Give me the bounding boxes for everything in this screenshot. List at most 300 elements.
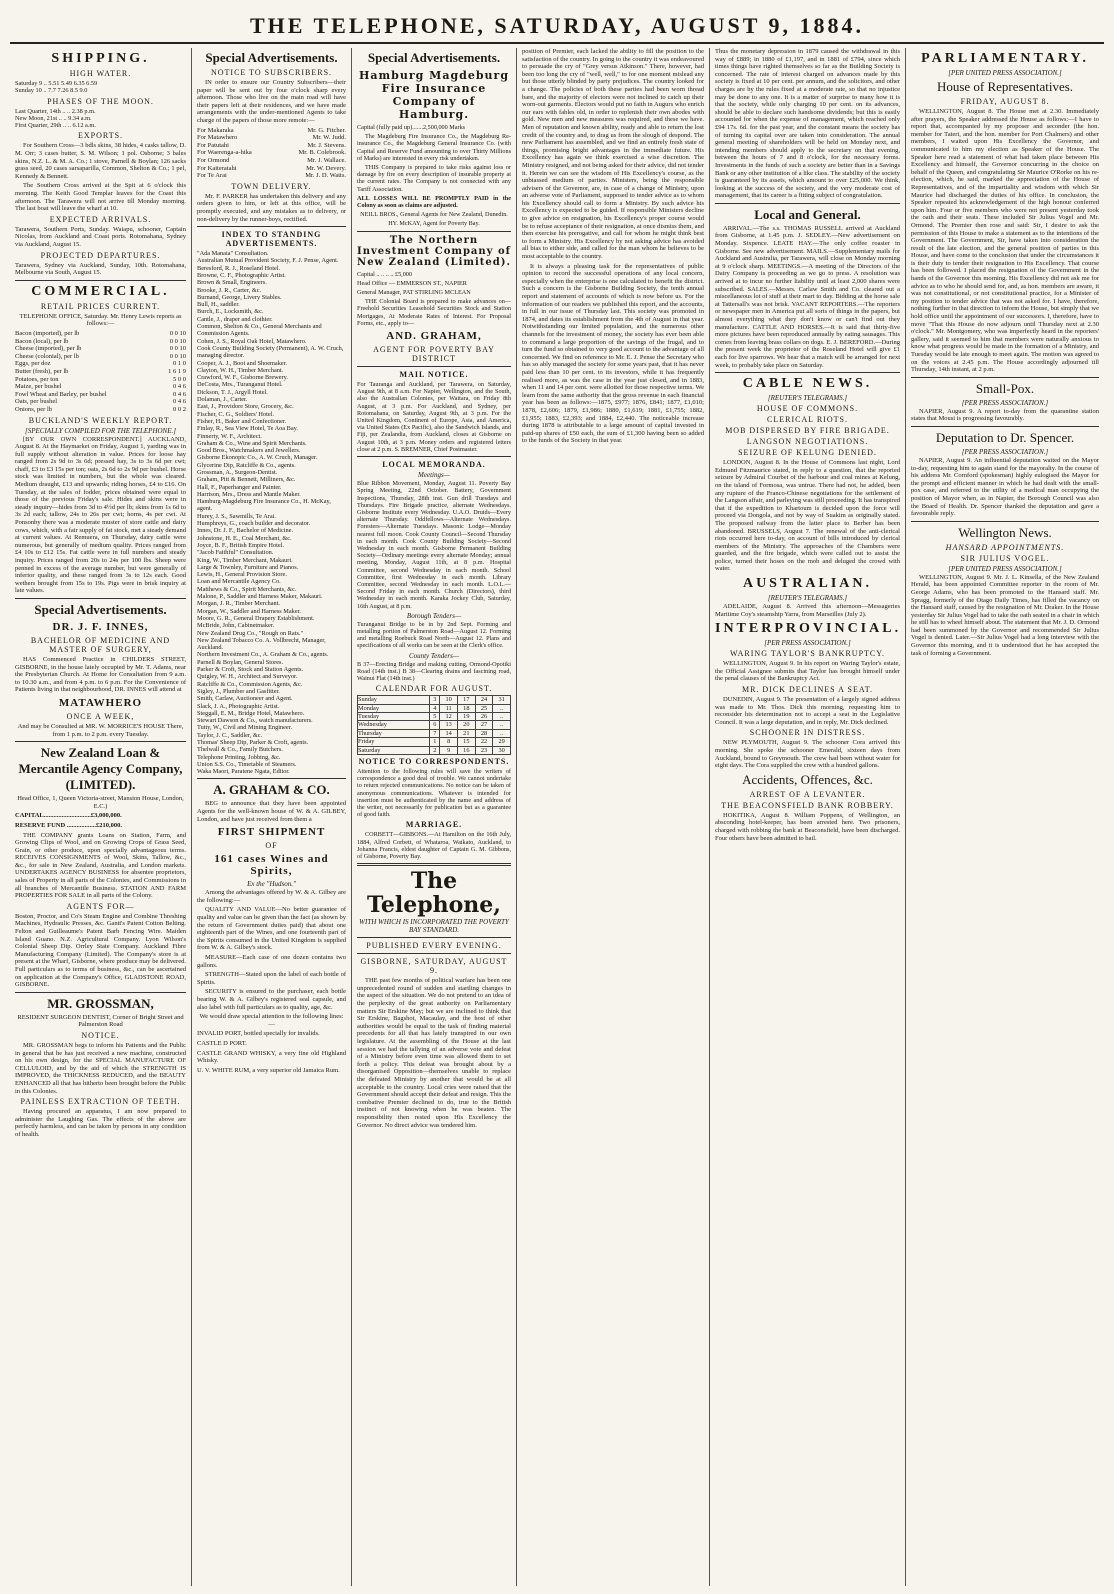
phase-row: Last Quarter, 14th .. .. 2.38 p.m.: [15, 107, 96, 115]
calendar-cell: 4: [430, 704, 440, 712]
hamburg-title: Hamburg Magdeburg Fire Insurance Company of Hamburg.: [358, 69, 510, 121]
country-agents-list: [197, 127, 346, 180]
index-item: Quigley, W. H., Architect and Surveyor.: [197, 673, 298, 681]
calendar-cell: 25: [475, 704, 493, 712]
agent-place: For Ormond: [197, 156, 230, 164]
vogel-label: SIR JULIUS VOGEL.: [960, 553, 1050, 563]
calendar-cell: ..: [493, 721, 511, 729]
index-item: Sigley, J., Plumber and Gasfitter.: [197, 687, 280, 695]
calendar-row: [358, 721, 511, 729]
index-item: Hurey, J. S., Sawmills, Te Arai.: [197, 512, 276, 520]
index-item: Hamburg-Magdeburg Fire Insurance Co., H. McKay, agent.: [197, 498, 331, 513]
index-item: Thomas' Sheep Dip, Parker & Croft, agents.: [197, 738, 309, 746]
deputation-heading: Deputation to Dr. Spencer.: [935, 429, 1075, 445]
projected-heading: PROJECTED DEPARTURES.: [40, 250, 161, 260]
calendar-cell: 7: [430, 729, 440, 737]
building-society-article: It is always a pleasing task for the representatives of public opinion to record the successful operations of any local concern, especially when the enterprise is one calculated to benefit the district. Such a concern is the Gisborne Building Society, the tenth annual report and statement of accounts of which is now before us. For the information of our readers we published this report, and the accounts, in full in our issue of Thursday last. This society was promoted in 1874, and dates its establishment from the 4th of August in that year. Notwithstanding our limited population, and the numerous other channels for the investment of money, the society has ever been able to command a large proportion of the savings of the frugal, and to turn the fund so obtained to very good account to the advantage of all concerned. We find on reference to Mr. E. J. Pense the Secretary who has so ably managed the society for some years past, that it has never paid less than 10 per cent. to its investors, while it has frequently realised more, as was the case in the year just closed, and in 1883, when 11 and 14 per cent. were allotted for those respective terms. We learn from the same authority that the gross revenue in each financial year has been as follows:—1875, £977; 1876, £841; 1877, £1,010; 1878, £2,606; 1879, £1,986; 1880, £1,619; 1881, £1,755; 1882, £1,955; 1883, £2,393; and 1884, £2,440. The noticeable increase during 1878 is attributable to a large amount of capital invested in paid-up shares of £50 each, the sum of £1,300 having been so added to the funds of the Society in that year.: [522, 262, 704, 445]
calendar-row: [358, 738, 511, 746]
agent-place: For Te Arai: [197, 172, 227, 180]
calendar-cell: 15: [458, 738, 476, 746]
local-memoranda-heading: LOCAL MEMORANDA.: [382, 460, 486, 470]
price-item: Maize, per bushel: [15, 383, 62, 391]
weekly-text: [BY OUR OWN CORRESPONDENT.] AUCKLAND, August 8. At the Haymarket on Friday, August 1, yarding was in full supply without alteration in value. Prices for loose hay ranged from 2s 9d to 3s 6d; pressed hay, 3s to 3s 6d per cwt; chaff, £3 to £3 15s per ton; oats, 2s 6d to 2s 9d per bushel. Horse stock was limited in numbers, but the whole was cleared. Medium draught, £13 and upwards; riding horses, £4 to £16. On Tuesday, at the sales of fodder, prices obtained were equal to those of the previous Friday's sale. Hides and skins were in steady inquiry—hides from 3d to 4½d per lb; skins from 1s 6d to 3s 2d each; tallow, 24s to 26s per cwt; horns, 4s per cwt. At Ponsonby there was a moderate muster of store cattle and dairy cows, which, with a fair supply of fat stock, met a steady demand at current values. At Remuera, on Thursday, dairy cattle were numerous, but generally of medium quality. Prices ranged from £4 10s to £12 15s. Fat cattle were in full numbers and steady inquiry. Prices ranged from 20s to 24s per 100 lbs. Sheep were penned in excess of the average number, but were generally of inferior quality, and these ranged from 3s to 12s each. Good wethers brought from 15s to 19s. Pigs were in brisk inquiry at late values.: [15, 435, 186, 595]
index-item: King, W., Timber Merchant, Makauri.: [197, 556, 293, 564]
index-item: Cohen, J. S., Royal Oak Hotel, Matawhero.: [197, 337, 307, 345]
index-item: Gisborne Ekonopic Co., A. W. Cruch, Manager.: [197, 454, 318, 462]
calendar-cell: Tuesday: [358, 712, 430, 720]
index-item: Thelwall & Co., Family Butchers.: [197, 746, 283, 754]
index-item: Morgan, W., Saddler and Harness Maker.: [197, 607, 301, 615]
index-item: Matthews & Co., Spirit Merchants, &c.: [197, 585, 297, 593]
index-item: New Zealand Drug Co., "Rough on Rats.": [197, 629, 304, 637]
building-society-continued: Thus the monetary depression in 1879 caused the withdrawal in this way of £889; in 1880 of £1,197, and in 1881 of £794, since which times things have righted themselves so far as the Building Society is concerned. The rate of interest charged on advances made by this society is fixed at 10 per cent. per annum, and the solicitors, and other charges are by the rules fixed at a moderate rate, so that no injustice may be done to any one. It is a matter of surprise to many how it is that the society, while only charging 10 per cent. on its advances, should be able to declare such handsome dividends; but this is easily accounted for when the expense of management, which reached only £94 17s. 6d. for the past year, and the constant means the society has of turning its capital over are taken into consideration. The annual general meeting of shareholders will be held on Monday next, and intending members should apply to the secretary on that evening, between the hours of 7 and 8 o'clock, for the necessary forms. Investments in the funds of such a society are better than in a Savings Bank or any other institution of a like class. The stability of the society is guaranteed by its assets, which amount to over £25,000. We think, looking at the success of the society, and the very moderate cost of management, that its career is a fitting subject of congratulation.: [715, 48, 900, 200]
once-week: ONCE A WEEK,: [66, 711, 135, 721]
line-item: CASTLE GRAND WHISKY, a very fine old Highland Whisky.: [197, 1049, 346, 1065]
weekly-heading: BUCKLAND'S WEEKLY REPORT.: [28, 415, 173, 425]
mckay-text: HY. McKAY, Agent for Poverty Bay.: [388, 220, 480, 228]
line-item: CASTLE D PORT.: [197, 1039, 247, 1047]
australian-heading: AUSTRALIAN.: [742, 576, 873, 592]
price-value: 0 0 10: [169, 345, 186, 353]
index-item: Steggall, E. M., Bridge Hotel, Matawhero.: [197, 709, 305, 717]
mob-label: MOB DISPERSED BY FIRE BRIGADE.: [725, 426, 890, 436]
calendar-cell: Sunday: [358, 696, 430, 704]
exports-text: For Southern Cross—3 bdls skins, 38 hides, 4 casks tallow, D. M. Orr; 3 cases butter, S. M. Wilson; 1 pol. Osborne; 3 bales skins, N.Z. L. & M. A. Co.; 1 stove, Parnell & Boylan; 126 sacks grass seed, 20 cases sarsaparilla, Common, Shelton & Co.; 1 pel, Kennedy & Bennett.: [15, 142, 186, 180]
index-item: Waka Maori, Paratene Ngata, Editor.: [197, 768, 290, 776]
index-item: Ratcliffe & Co., Commission Agents, &c.: [197, 680, 303, 688]
editorial-text: THE past few months of political warfare has been one unprecedented round of sudden and startling changes in the aspect of the situation. We do not pretend to an idea of the perplexity of the great authority on Parliamentary matters Sir Erskine May; but we are inclined to think that Sir Erskine, Bagshot, Macaulay, and the host of other authorities would be equal to the task of finding material precedents for all that has lately transpired in our own legislature. At the assembling of the House at the last session we had the tallying of an adverse vote and defeat of a Ministry before even time was allowed them to set forth a policy. This defeat was brought about by a disorganised Opposition—themselves unable to replace the defeated Ministry by another that would be at all acceptable to the country. Local cries were raised that the Government should accept their defeat and resign. This the combative Premier declined to do, true to the British instinct of not knowing when he was beaten. The responsibility then rested upon His Excellency the Governor. No direct advice was tendered him.: [357, 977, 511, 1129]
index-item: Dolaman, J., Carter.: [197, 396, 248, 404]
borough-label: Borough Tenders—: [406, 611, 462, 620]
section-title-commercial: COMMERCIAL.: [31, 283, 170, 299]
northern-office: Head Office — EMMERSON ST., NAPIER: [357, 279, 467, 287]
strength-text: STRENGTH—Stated upon the label of each bottle of Spirits.: [197, 971, 346, 986]
agent-name: Mr. G. Fitcher.: [307, 126, 346, 134]
masthead: THE TELEPHONE, SATURDAY, AUGUST 9, 1884.: [10, 14, 1104, 44]
of-label: OF: [265, 841, 278, 851]
correspondents-heading: NOTICE TO CORRESPONDENTS.: [358, 757, 510, 767]
dateline: GISBORNE, SATURDAY, AUGUST 9.: [360, 957, 508, 976]
index-item: Dickson, T. J., Argyll Hotel.: [197, 388, 268, 396]
calendar-cell: Thursday: [358, 729, 430, 737]
price-row: [15, 376, 186, 384]
tide-row: Saturday 9 .. 5.51 5.49 6.35 6.59: [15, 80, 98, 87]
index-item: Finnerty, W. F., Architect.: [197, 432, 262, 440]
index-list: [197, 250, 346, 775]
calendar-cell: 3: [430, 696, 440, 704]
index-item: Common, Shelton & Co., General Merchants and Commission Agents.: [197, 323, 322, 338]
agent-row: [197, 172, 346, 180]
index-item: Loan and Mercantile Agency Co.: [197, 578, 281, 586]
index-item: Humphreys, G., coach builder and decorator.: [197, 520, 311, 528]
price-row: [15, 360, 186, 368]
agents-heading: AGENTS FOR—: [66, 901, 135, 911]
calendar-cell: 27: [475, 721, 493, 729]
agent-row: [197, 134, 346, 142]
special-ads-title: Special Advertisements.: [34, 601, 167, 617]
waring-text: WELLINGTON, August 9. In his report on Waring Taylor's estate, the Official Assignee submits that Taylor has brought himself under the penal clauses of the Bankruptcy Act.: [715, 660, 900, 683]
innes-text: HAS Commenced Practice in CHILDERS STREET, GISBORNE, in the house lately occupied by Mr. T. Adams, near the Presbyterian Church. At Home for Consultation from 9 a.m. to 10.30 a.m., and from 4 p.m. to 6 p.m. For the Convenience of Patients living in that neighbourhood, DR. INNES will attend at: [15, 655, 186, 694]
phases-heading: PHASES OF THE MOON.: [47, 96, 154, 106]
town-delivery-text: Mr. F. PARKER has undertaken this delivery and any orders given to him, or left at this office, will be promptly executed, and any mistakes as to delivery, or non-delivery by the runner-boys, rectified.: [197, 192, 346, 223]
levanter-label: ARREST OF A LEVANTER.: [749, 789, 866, 799]
expected-text: Tarawera, Southern Ports, Sunday. Waiapu, schooner, Captain Nicolas, from Auckland and Coast ports. Rotomahana, Sydney via Auckland, August 15.: [15, 225, 186, 249]
smallpox-text: NAPIER, August 9. A report to-day from the quarantine station states that Mousi is progressing favourably.: [911, 407, 1099, 423]
index-item: Northern Investment Co., A. Graham & Co., agents.: [197, 651, 329, 659]
index-item: Stewart Dawson & Co., watch manufacturers.: [197, 717, 313, 725]
index-item: Malone, P., Saddler and Harness Maker, Makauri.: [197, 593, 323, 601]
advantages-intro: Among the advantages offered by W. & A. Gilbey are the following:—: [197, 889, 346, 904]
index-item: Innes, Dr. J. F., Bachelor of Medicine.: [197, 527, 294, 535]
dick-text: DUNEDIN, August 9. The presentation of a largely signed address was made to Mr. Thos. Dick this morning, requesting him to reconsider his determination not to accept a seat in the Legislative Council. It was a large deputation, and in reply, Mr. Dick declined.: [715, 696, 900, 726]
price-value: 0 0 2: [173, 405, 186, 413]
price-row: [15, 368, 186, 376]
calendar-table: [357, 695, 511, 755]
expected-heading: EXPECTED ARRIVALS.: [49, 214, 152, 224]
phase-row: First Quarter, 29th .. .. 6.12 a.m.: [15, 122, 96, 130]
smallpox-heading: Small-Pox.: [975, 380, 1035, 396]
price-row: [15, 345, 186, 353]
special-ads-title-2: Special Advertisements.: [205, 50, 338, 65]
price-item: Butter (fresh), per lb: [15, 367, 69, 375]
prices-list: [15, 330, 186, 414]
calendar-cell: ..: [493, 704, 511, 712]
index-item: Clayton, W. H., Timber Merchant.: [197, 366, 284, 374]
index-item: Moore, G. R., General Drapery Establishment.: [197, 614, 315, 622]
price-item: Cheese (colonial), per lb: [15, 352, 79, 360]
kelung-label: SEIZURE OF KELUNG DENIED.: [738, 448, 877, 458]
agent-row: [197, 142, 346, 150]
calendar-cell: 26: [475, 712, 493, 720]
price-item: Bacon (local), per lb: [15, 337, 69, 345]
price-row: [15, 383, 186, 391]
calendar-row: [358, 712, 511, 720]
calendar-cell: 16: [458, 746, 476, 754]
calendar-cell: 2: [430, 746, 440, 754]
calendar-cell: 1: [430, 738, 440, 746]
northern-manager: General Manager, PAT STIRLING MCLEAN: [357, 289, 471, 297]
mail-notice-heading: MAIL NOTICE.: [399, 370, 469, 380]
index-item: Cooper, A. J., Boot and Shoemaker.: [197, 359, 287, 367]
grossman-name: MR. GROSSMAN,: [47, 995, 154, 1011]
index-item: Harrison, Mrs., Dress and Mantle Maker.: [197, 490, 301, 498]
hamburg-text2: THIS Company is prepared to take risks against loss or damage by fire on every description of insurable property at the current rates. The Company is not connected with any Tariff Association.: [357, 164, 511, 193]
index-item: Glycerine Dip, Ratcliffe & Co., agents.: [197, 461, 296, 469]
price-row: [15, 330, 186, 338]
meetings-label: Meetings—: [418, 471, 450, 480]
calendar-cell: ..: [493, 712, 511, 720]
column-3: [352, 48, 517, 1586]
local-general-heading: Local and General.: [754, 206, 861, 222]
southern-cross-text: The Southern Cross arrived at the Spit at 6 o'clock this morning. The Keith Good Templar leaves for the Coast this afternoon. The Tarawera will not arrive till Monday morning. The last boat will leave the wharf at 10.: [15, 182, 186, 213]
australian-text: ADELAIDE, August 8. Arrived this afternoon—Messageries Maritime Coy's steamship Yarra, from Marseilles (July 2).: [715, 603, 900, 618]
friday-label: FRIDAY, AUGUST 8.: [960, 97, 1050, 106]
tide-table: [15, 80, 186, 95]
telephone-title: The Telephone,: [367, 868, 501, 919]
local-general-text: ARRIVAL.—The s.s. THOMAS RUSSELL arrived at Auckland from Gisborne, at 1.45 p.m. J. SEDLEY.—New advertisement on Monday. Sixpence. LEATE HAY.—The only coffee roaster in Gisborne. See new advertisement. MAILS.—Supplementary mails for Auckland and Australia, per Tarawera, will close on Monday morning at 9 o'clock sharp. MEETINGS.—A meeting of the Directors of the Dairy Company is proceeding as we go to press. A resolution was arrived at to incur no further liability until at least 2,000 shares were subscribed. SALES.—Messrs. Carlaw Smith and Co. cleared out a miscellaneous lot of stuff at their mart to day. Bidding at the horse sale at Tattersall's was not brisk. VACANT REPORTERS.—The reporters or newspaper men in America put all sorts of things in the papers, but almost everything what they don't know or can't find out they manufacture. CATTLE AND HORSES.—It is said that thirty-five more pictures have been reproduced annually by eating sausages. This comes from leaving brass collars on dogs. E. J. BEREFORD.—During the present week the proprietor of the Roseland Hotel will give £1 each for live sparrows. We hear that a match will be arranged for next week, to probably take place on Saturday.: [715, 224, 900, 369]
price-value: 0 0 10: [169, 337, 186, 345]
smallpox-sub: [PER PRESS ASSOCIATION.]: [961, 398, 1049, 407]
index-item: Smith, Carlaw, Auctioneer and Agent.: [197, 695, 293, 703]
hamburg-text: The Magdeburg Fire Insurance Co., the Magdeburg Re-insurance Co., the Magdeburg General Insurance Co. (with Capital and Reserve Fund amounting to over Thirty Millions of Marks) are interested in every risk undertaken.: [357, 133, 511, 162]
agent-name: Mr. J. Stevens.: [307, 141, 346, 149]
agent-place: For Patutahi: [197, 141, 229, 149]
price-value: 1 6 1 9: [168, 367, 186, 375]
agent-name: Mr. W. Devery.: [306, 164, 346, 172]
price-item: Fowl Wheat and Barley, per bushel: [15, 390, 107, 398]
published-label: PUBLISHED EVERY EVENING.: [366, 941, 502, 951]
agent-place: For Matawhero: [197, 134, 238, 142]
price-value: 0 4 6: [173, 383, 186, 391]
schooner-label: SCHOONER IN DISTRESS.: [749, 728, 866, 738]
index-item: Fischer, C. G., Soldiers' Hotel.: [197, 410, 274, 418]
index-item: Union S.S. Co., Timetable of Steamers.: [197, 760, 297, 768]
price-item: Potatoes, per ton: [15, 375, 59, 383]
schooner-text: NEW PLYMOUTH, August 9. The schooner Cora arrived this morning. She spoke the schooner Emerald, sixteen days from Auckland, bound to Greymouth. The crew had been without water for eight days. The Cora supplied the crew with a hundred gallons.: [715, 739, 900, 770]
price-value: 0 0 10: [169, 352, 186, 360]
agent-name: Mr. J. Wallace.: [307, 156, 346, 164]
price-value: 0 4 6: [173, 398, 186, 406]
dick-label: MR. DICK DECLINES A SEAT.: [741, 685, 874, 695]
house-commons-label: HOUSE OF COMMONS.: [756, 404, 859, 414]
agent-place: For Kaiteratahi: [197, 164, 237, 172]
calendar-cell: 22: [475, 738, 493, 746]
calendar-cell: 20: [458, 721, 476, 729]
price-item: Eggs, per doz: [15, 360, 51, 368]
australian-sub: [REUTER'S TELEGRAMS.]: [767, 594, 848, 603]
attention-text: We would draw special attention to the following lines:—: [199, 1013, 344, 1028]
index-item: "Jacob Faithful" Consultation.: [197, 549, 274, 557]
section-title-shipping: SHIPPING.: [51, 51, 150, 66]
innes-name: DR. J. F. INNES,: [52, 620, 149, 633]
local-memoranda-text: Blue Ribbon Movement, Monday, August 11. Poverty Bay Spring Meeting, 22nd October. Battery, Government Inspections, Thursday, 28th inst. Gun drill Tuesdays and Thursdays. Fire Brigade practice, alternate Wednesdays. Gisborne Institute every Wednesday. U.A.O. Druids—Every alternate Thursday. Oddfellows—Alternate Wednesdays. Foresters—Alternate Tuesdays. Masonic Lodge—Monday nearest full moon. Cook County Council—Second Thursday in each month. Cook County Building Society—Second Wednesday in each month. Gisborne Permanent Building Society—Ordinary meetings every alternate Monday; annual meeting, Monday, August 11th, at 8 p.m. Hospital Committee, second Wednesday in each month. School Committee, first Wednesday in each month. Library Committee, second Wednesday in each month. L.O.L.—Second Friday in each month. Church (Directors), third Wednesday in each month. Karaka Jockey Club, Saturday, 16th August, at 8 p.m.: [357, 480, 511, 610]
column-4: [517, 48, 710, 1586]
calendar-cell: 5: [430, 712, 440, 720]
price-row: [15, 398, 186, 406]
calendar-cell: Saturday: [358, 746, 430, 754]
price-value: 0 1 0: [173, 360, 186, 368]
calendar-cell: 11: [440, 704, 458, 712]
capital: CAPITAL.............................£3,000,000.: [15, 812, 122, 820]
calendar-cell: 21: [458, 729, 476, 737]
price-item: Bacon (imported), per lb: [15, 329, 80, 337]
northern-title: The Northern Investment Company of New Zealand (Limited).: [357, 234, 511, 268]
index-item: Australian Mutual Provident Society, F. J. Pense, Agent.: [197, 257, 339, 265]
agent-name: Mr. B. Colebrook.: [298, 149, 346, 157]
grossman-sub: RESIDENT SURGEON DENTIST, Corner of Bright Street and Palmerston Road: [17, 1013, 184, 1029]
calendar-cell: Monday: [358, 704, 430, 712]
index-item: East, J., Providore Store, Grocery, &c.: [197, 403, 294, 411]
house-reps-heading: House of Representatives.: [936, 79, 1074, 94]
index-heading: INDEX TO STANDING ADVERTISEMENTS.: [221, 230, 322, 249]
index-item: Joyce, B. F., British Empire Hotel.: [197, 541, 284, 549]
index-item: Brown & Small, Engineers.: [197, 279, 267, 287]
nzloan-office: Head Office, 1, Queen Victoria-street, Mansion House, London, E.C.): [17, 795, 184, 810]
agent-name: Mr. J. D. Watts.: [305, 172, 346, 180]
index-item: Johnstone, H. E., Coal Merchant, &c.: [197, 534, 292, 542]
parliamentary-text: WELLINGTON, August 8. The House met at 2.30. Immediately after prayers, the Speaker addressed the House as follows:—I have to report that, accompanied by my proposer and seconder (the hon. member for Taieri, and the hon. member for Port Chalmers) and other members, I waited upon His Excellency the Governor, and communicated to him my election as Speaker of the House. The Speaker here read a statement of what had taken place between His Excellency and himself, the Governor concurring in the choice on behalf of the Queen, and congratulating Sir Maurice O'Rorke on his re-election, which, he said, marked the appreciation of the House of Representatives, and of the impartiality and wisdom with which Sir Maurice had discharged the duties of his office. In conclusion, the Speaker repeated his acknowledgement of the high honour conferred upon him. Four or five members who were not present yesterday took the oath and their seats. These included Sir Julius Vogel and Mr. Ormond. The Premier then rose and said: Sir, I desire to ask the permission of this House to make a statement as to the intentions of the Government. The Government, Sir, have taken into consideration the result of the late election, and the general position of parties in this House, and have come to the conclusion that under the circumstances it is their duty to tender their resignation to His Excellency. That course has been followed. I placed the resignation of the Government in the hands of the Governor this morning. His Excellency did not ask me for advice as to who he should send for, and, as hon. members are aware, it was not constitutional, or not constitutional practice, for a Minister of my position to tender advice that was not asked for. I have, therefore, nothing further in that direction to inform the House, but simply that we hold office until the appointment of our successors. I, therefore, have to move "That this House do now adjourn until Thursday next at 2.30 o'clock." Mr. Montgomery, who was imperfectly heard in the reporters' gallery, said it seemed to him that members were naturally anxious to know what progress would be made in the formation of a Ministry, and Tuesday would be late enough to meet again. The motion was agreed to on the voices at 2.45 p.m. The House accordingly adjourned till Thursday, 14th instant, at 2 p.m.: [911, 108, 1099, 374]
calendar-cell: 14: [440, 729, 458, 737]
nzloan-text: THE COMPANY grants Loans on Station, Farm, and Growing Clips of Wool, and on Growing Crops of Grass Seed, Grain, or other produce, upon specially advantageous terms. RECEIVES CONSIGNMENTS of Wool, Skins, Tallow, &c., &c., for sale in New Zealand, Australia, and London markets. UNDERTAKES AGENCY BUSINESS for absentee proprietors, sales of Property in all parts of the Colonies, and Commissions in all branches of Mercantile Business. STATION AND FARM PROPERTIES FOR SALE in all parts of the Colony.: [15, 831, 186, 900]
index-item: Cantle, J., draper and clothier.: [197, 315, 273, 323]
index-item: Hall, F., Paperhanger and Painter.: [197, 483, 282, 491]
borough-text: Turanganui Bridge to be in by 2nd Sept. Forming and metalling portion of Palmerston Road—August 12. Forming and metalling Roebuck Road North—August 12. Plans and specifications of all works can be seen at the Clerk's office.: [357, 620, 511, 650]
index-item: Cook County Building Society (Permanent), A. W. Cruch, managing director.: [197, 344, 344, 360]
calendar-cell: 9: [440, 746, 458, 754]
tide-row: Sunday 10 .. 7.7 7.26 8.5 9.0: [15, 87, 88, 95]
index-item: DeCosta, Mrs., Turanganui Hotel.: [197, 381, 283, 389]
index-item: Large & Townley, Furniture and Pianos.: [197, 563, 299, 571]
mail-notice-text: For Tauranga and Auckland, per Tarawera, on Saturday, August 9th, at 8 a.m. For Napier, Wellington, and the South, also the Australian Colonies, per Waitara, on Friday 8th August, at 3 p.m. For Auckland, and Sydney, per Rotomahana, on Saturday, August 9th, at 3 p.m. For the United Kingdom, Continent of Europe, Asia, and America, via United States (Ex Pacific), also the Sandwich Islands, and Fiji, per Zealandia, from Auckland, closes at Gisborne on August 10th, at 3 p.m. Money orders and registered letters close at 2 p.m. S. BREMNER, Chief Postmaster.: [357, 381, 511, 453]
calendar-cell: 19: [458, 712, 476, 720]
index-item: Bull, H., saddler.: [197, 301, 240, 309]
index-item: Crawford, W. F., Gisborne Brewery.: [197, 374, 288, 382]
measure-text: MEASURE—Each case of one dozen contains two gallons.: [197, 954, 346, 969]
vogel-sub: [PER UNITED PRESS ASSOCIATION.]: [948, 564, 1062, 573]
losses-text: ALL LOSSES WILL BE PROMPTLY PAID in the Colony as soon as claims are adjusted.: [357, 194, 511, 210]
agents-text: Boston, Proctor, and Co's Steam Engine and Combine Threshing Machines, Hydraulic Presses, &c. Gantt's Patent Cotton Belting. Felton and Guilleaume's Patent Barb Fencing Wire. Maiden Island Guano. N.Z. Agricultural Company. Lyon Wilson's Colonial Sheep Dip. Orrley State Company. Auckland Fibre Manufacturing Company (Limited). The Company's store is at present at the Wharf, Gisborne, where produce may be delivered. Full particulars as to terms of business, &c., can be ascertained on application at the Company's Office, GLADSTONE ROAD, GISBORNE.: [15, 912, 186, 989]
interprovincial-sub: [PER PRESS ASSOCIATION.]: [764, 639, 851, 648]
notice-subscribers-text: IN order to ensure our Country Subscribers—their paper will be sent out by four o'clock sharp every afternoon. Those who live on the main road will have their papers left at their residences, and we have made arrangements with the under-mentioned Agents to take charge of the papers of those more remote:—: [197, 79, 346, 124]
index-item: Finlay, R., Sea View Hotel, Te Aoa Bay.: [197, 425, 298, 433]
calendar-cell: 31: [493, 696, 511, 704]
calendar-row: [358, 746, 511, 754]
calendar-cell: Wednesday: [358, 721, 430, 729]
calendar-row: [358, 729, 511, 737]
telephone-sub: WITH WHICH IS INCORPORATED THE POVERTY BAY STANDARD.: [359, 918, 509, 935]
first-shipment: FIRST SHIPMENT: [217, 826, 326, 839]
agent-row: [197, 127, 346, 135]
hamburg-capital: Capital (fully paid up).......2,500,000 Marks: [357, 124, 466, 131]
clerical-label: CLERICAL RIOTS.: [767, 415, 848, 425]
prices-sub: TELEPHONE OFFICE, Saturday. Mr. Henry Lewis reports as follows:—: [19, 312, 182, 328]
correspondents-text: Attention to the following rules will save the writers of correspondence a good deal of trouble. We cannot undertake to return rejected communications. No notice can be taken of anonymous communications. Whatever is intended for insertion must be authenticated by the name and address of the writer, not necessarily for publication but as a guarantee of good faith.: [357, 768, 511, 819]
phase-row: New Moon, 21st .. .. 9.34 a.m.: [15, 114, 92, 122]
calendar-cell: 30: [493, 746, 511, 754]
calendar-cell: Friday: [358, 738, 430, 746]
vogel-text: WELLINGTON, August 9. Mr. J. L. Kinsella, of the New Zealand Herald, has been appointed Committee reporter in the room of Mr. George Adams, who has been promoted to the Hansard staff. Mr. Spragg, formerly of the Otago Daily Times, has filled the vacancy on the Hansard staff, caused by the resignation of Mr. Draker. In the House yesterday Sir Julius Vogel had to take the oath seated in a chair in which he still has to wheel himself about. The statement that Mr. J. D. Ormond had been summoned by the Governor and recommended Sir Julius Vogel is denied. Later.—Sir Julius Vogel had a long interview with the Governor this morning, and it is understood that he has accepted the task of forming a Government.: [911, 573, 1099, 657]
calendar-cell: 23: [475, 746, 493, 754]
index-item: Taylor, J. C., Saddler, &c.: [197, 731, 263, 739]
index-item: Burnand, George, Livery Stables.: [197, 293, 282, 301]
hansard-label: HANSARD APPOINTMENTS.: [945, 542, 1065, 552]
index-item: McBride, John, Cabinetmaker.: [197, 622, 275, 630]
calendar-cell: 28: [475, 729, 493, 737]
columns: [10, 48, 1104, 1586]
accidents-heading: Accidents, Offences, &c.: [742, 771, 873, 787]
calendar-cell: 13: [440, 721, 458, 729]
calendar-cell: 10: [440, 696, 458, 704]
price-row: [15, 338, 186, 346]
index-item: Brooke, J. R., Carter, &c.: [197, 286, 262, 294]
weekly-sub: [SPECIALLY COMPILED FOR THE TELEPHONE.]: [25, 426, 176, 435]
nzloan-title: New Zealand Loan & Mercantile Agency Company, (LIMITED).: [18, 745, 183, 793]
index-item: Parker & Croft, Stock and Station Agents.: [197, 666, 303, 674]
reserve: RESERVE FUND ..................£210,000.: [15, 821, 123, 829]
town-delivery-heading: TOWN DELIVERY.: [231, 181, 312, 191]
price-value: 0 4 6: [173, 390, 186, 398]
notice-heading: NOTICE.: [81, 1030, 120, 1040]
column-1: [10, 48, 192, 1586]
price-row: [15, 406, 186, 414]
moon-phases: [15, 108, 186, 130]
county-text: B 37—Erecting Bridge and making cutting, Ormond-Opotiki Road (14th inst.) B 38—Clearing drains and fascining road, Wainui Flat (14th inst.): [357, 660, 511, 682]
county-label: County Tenders—: [408, 651, 460, 660]
line-item: U. V. WHITE RUM, a very superior old Jamaica Rum.: [197, 1066, 340, 1074]
calendar-cell: 17: [458, 696, 476, 704]
and-graham: AND. GRAHAM,: [386, 330, 482, 343]
parliamentary-heading: PARLIAMENTARY.: [921, 51, 1089, 66]
notice-subscribers-heading: NOTICE TO SUBSCRIBERS.: [210, 68, 333, 77]
projected-text: Tarawera, Sydney via Auckland, Sunday, 10th. Rotomahana, Melbourne via South, August 15.: [15, 261, 186, 277]
reuters-sub: [REUTER'S TELEGRAMS.]: [767, 394, 848, 403]
index-item: Browne, C. F., Photographic Artist.: [197, 271, 286, 279]
prices-heading: RETAIL PRICES CURRENT.: [40, 301, 161, 311]
price-row: [15, 391, 186, 399]
cable-text: LONDON, August 8. In the House of Commons last night, Lord Edmund Fitzmaurice stated, in reply to a question, that the reported seizure by Admiral Courbet of the harbour and coal mines at Kelung, on the island of Formosa, was untrue. There had not, he added, been any rupture of the Franco-Chinese negotiations for the settlement of the Langson affair, and parleying was still proceeding. It has transpired that if the expedition to Khartoum is decided upon the force will proceed via Dongola, and not by way of Suakim as originally stated. The proposed railway from the latter place to Berber has been abandoned. BRUSSELS, August 7. The renewal of the anti-clerical riots occurred here to-day, on account of bills introduced by clerical members of the Ministry. The approaches of the Chambers were guarded, and the fire brigade, which were called out to assist the police, turned their hoses on the mob and deluged the crowd with water.: [715, 459, 900, 573]
calendar-row: [358, 704, 511, 712]
index-item: Grossman, A., Surgeon-Dentist.: [197, 469, 278, 476]
accidents-text: HOKITIKA, August 8. William Poppens, of Wellington, an absconding hotel-keeper, has been arrested here. Two prisoners, charged with robbing the bank at Beaconsfield, have been discharged. Four others have been admitted to bail.: [715, 811, 900, 842]
price-row: [15, 353, 186, 361]
calendar-row: [358, 696, 511, 704]
parliamentary-sub: [PER UNITED PRESS ASSOCIATION.]: [948, 69, 1062, 77]
graham-title: A. GRAHAM & CO.: [213, 782, 330, 798]
agent-place: For Makaraka: [197, 126, 234, 134]
index-item: Telephone Printing, Jobbing, &c.: [197, 753, 281, 761]
marriage-text: CORBETT—GIBBONS.—At Hamilton on the 16th July, 1884, Alfred Corbett, of Whataroa, Waikato, Auckland, to Johanna Francis, eldest daughter of Captain G. M. Gibbons, of Gisborne, Poverty Bay.: [357, 831, 511, 861]
column-6: [906, 48, 1104, 1586]
exports-heading: EXPORTS.: [77, 131, 124, 141]
column-5: [710, 48, 906, 1586]
neill-text: NEILL BROS., General Agents for New Zealand, Dunedin.: [360, 211, 508, 219]
grossman-text: MR. GROSSMAN begs to inform his Patients and the Public in general that he has just received a new machine, constructed on his own design, for the SPECIAL MANUFACTURE OF CELLULOID, and by the aid of which the STRENGTH IS IMPROVED, the THICKNESS REDUCED, and the BEAUTY ENHANCED all that has hitherto been brought before the Public in this Colonies.: [15, 1041, 186, 1095]
marriage-heading: MARRIAGE.: [405, 820, 463, 830]
innes-text2: And may be Consulted at MR. W. MORRICE'S HOUSE There, from 1 p.m. to 2 p.m. every Tuesday.: [17, 722, 184, 738]
index-item: Parnell & Boylan, General Stores.: [197, 658, 284, 666]
northern-text: THE Colonial Board is prepared to make advances on— Freehold Securities Leasehold Securities Stock and Station Mortgages, At Moderate Rates of Interest. For Proposal Forms, etc., apply to—: [357, 298, 511, 327]
calendar-cell: 29: [493, 738, 511, 746]
high-water-heading: HIGH WATER.: [69, 69, 132, 78]
agent-row: [197, 165, 346, 173]
price-item: Cheese (imported), per lb: [15, 345, 82, 353]
wellington-heading: Wellington News.: [958, 524, 1052, 540]
langson-label: LANGSON NEGOTIATIONS.: [746, 437, 869, 447]
index-item: Fisher, H., Baker and Confectioner.: [197, 417, 287, 425]
index-item: Graham, Pitt & Bennett, Milliners, &c.: [197, 476, 296, 484]
agent-name: Mr. W. Judd.: [312, 134, 346, 142]
index-item: New Zealand Tobacco Co. A. Vollbrecht, Manager, Auckland.: [197, 636, 326, 652]
innes-sub: BACHELOR OF MEDICINE AND MASTER OF SURGERY,: [30, 635, 171, 654]
editorial-continued: position of Premier, each lacked the ability to fill the position to the satisfaction of the country. In going to the country it was endeavoured to persuade the cry of "Grey versus Atkinson." There, however, had been too long the cry of "well, well," to for one moment mislead any but those utterly blinded by party prejudices. The country looked for a change. The policies of both these parties had been worn thread bare, and the majority of electors were not inclined to catch up their worn-out garments. Electors would put no faith in Augurs who enrich our ears with fables old, in order to replenish their own abodes with gold. New men and new measures was required, and these we have. Men of reputation and known ability, ready and able to return the lost credit of the country and, to drag us from the slough of despond. The new Parliament has assembled, and we find an entirely fresh state of things, promising bright advantages in the immediate future. His Excellency has again we think exercised a wise discretion. The Ministry resigned, and not being asked for their advice, did not tender it. Herein we can see the wisdom of His Excellency's course, as the unbiassed medium of parties. Ministers, being the responsible advisers of the Governor, are, in case of a change of Ministry, upon an adverse vote of Parliament, supposed to tender advice as to whom his Excellency should call to form a Ministry. By such advice his Excellency is expected to be guided. If responsible Ministers decline to give advice on resignation, his Excellency's proper course would be to refuse acceptance of their resignation, at once dismiss them, and then exercise his prerogative, and call for whom he might think best to form a Ministry. His Excellency by not asking advice has avoided all bias to either side, and called for the man whom he believes to be most acceptable to the country.: [522, 48, 704, 261]
deputation-text: NAPIER, August 9. An influential deputation waited on the Mayor to-day, requesting him to again stand for the mayoralty. In the course of his address Mr. Cornford (spokesman) highly eulogised the Mayor for the prompt and efficient manner in which he had dealt with the small-pox case, and referred to the utility of a medical man occupying the position of Mayor when, as in Napier, the Borough Council was also the Board of Health. Dr. Spencer thanked the deputation and gave a favourable reply.: [911, 456, 1099, 518]
index-item: "Ada Manaia" Consultation.: [197, 250, 269, 258]
waring-label: WARING TAYLOR'S BANKRUPTCY.: [729, 649, 885, 659]
calendar-heading: CALENDAR FOR AUGUST.: [375, 684, 493, 694]
calendar-cell: ..: [493, 729, 511, 737]
column-2: [192, 48, 352, 1586]
index-item: Good Bros., Watchmakers and Jewellers.: [197, 447, 301, 455]
interprovincial-heading: INTERPROVINCIAL.: [715, 621, 902, 637]
quality-text: QUALITY AND VALUE—No better guarantee of quality and value can be given than the fact (as shown by the return of Government duties paid) that about one eighteenth part of the Wines, and one fourteenth part of the Spirits consumed in the United Kingdom is supplied from W. & A. Gilbey's stock.: [197, 906, 346, 952]
price-item: Onions, per lb: [15, 405, 53, 413]
agent-row: [197, 149, 346, 157]
security-text: SECURITY is ensured to the purchaser, each bottle bearing W. & A. Gilbey's registered seal capsule, and also label with full particulars as to quality, age, &c.: [197, 988, 346, 1011]
index-item: Graham & Co., Wine and Spirit Merchants.: [197, 439, 307, 447]
calendar-cell: 6: [430, 721, 440, 729]
calendar-cell: 12: [440, 712, 458, 720]
graham-text: BEG to announce that they have been appointed Agents for the well-known house of W. & A. GILBEY, London, and have just received from them a: [197, 800, 346, 823]
